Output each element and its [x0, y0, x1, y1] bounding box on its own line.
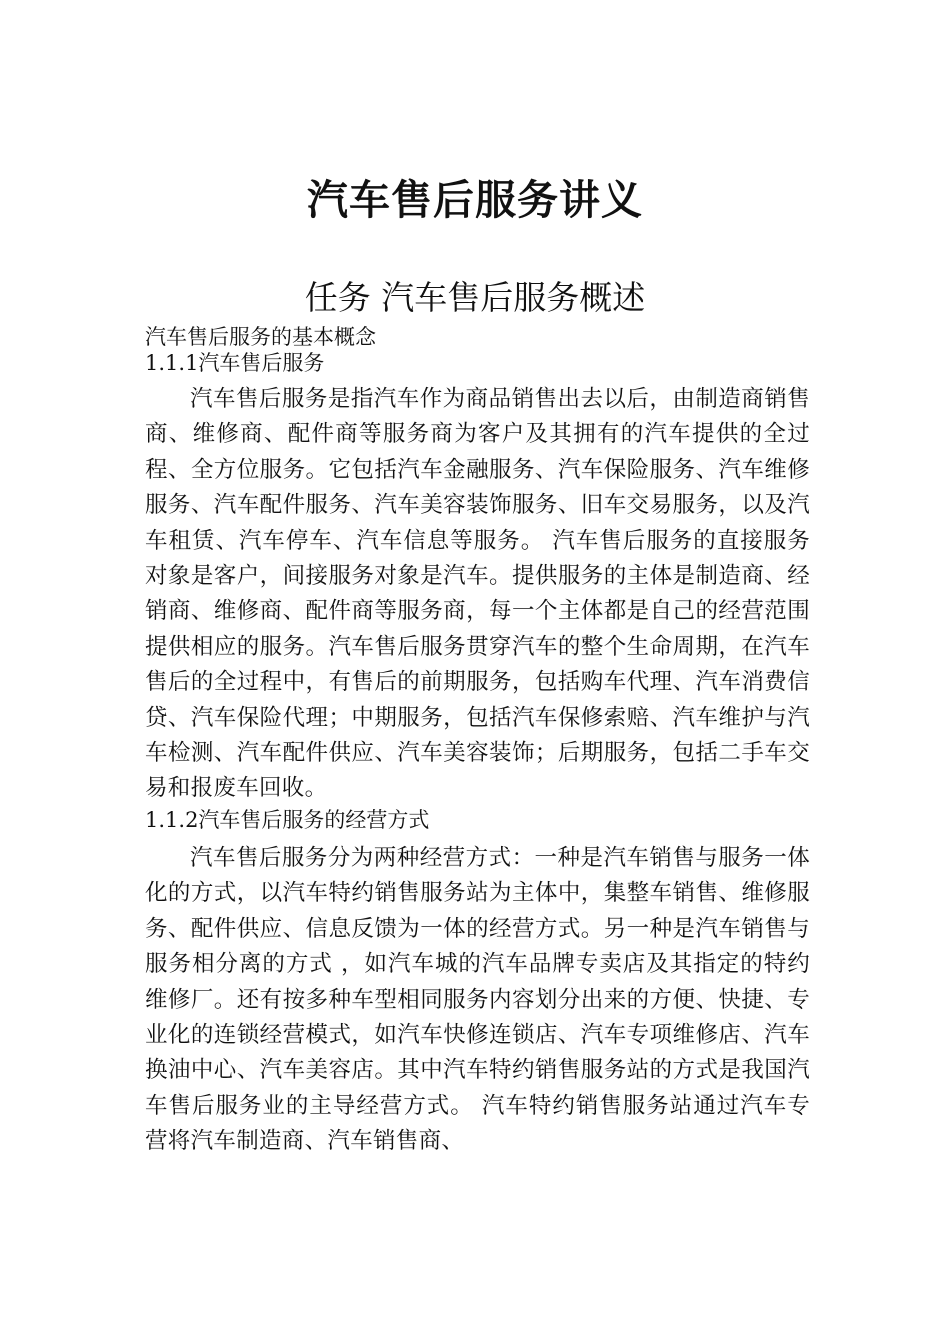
subsection-heading-1-1-1: 1.1.1汽车售后服务: [145, 351, 325, 375]
document-title: 汽车售后服务讲义: [307, 176, 643, 224]
subsection-paragraph-1-1-2: 汽车售后服务分为两种经营方式：一种是汽车销售与服务一体化的方式，以汽车特约销售服务站为主体中，集整车销售、维修服务、配件供应、信息反馈为一体的经营方式。另一种是汽车销售与服务相分离的方式 ，如汽车城的汽车品牌专卖店及其指定的特约维修厂。还有按多种车型相同服务内容划分出来的方便、快捷、专业化的连锁经营模式，如汽车快修连锁店、汽车专项维修店、汽车换油中心、汽车美容店。其中汽车特约销售服务站的方式是我国汽车售后服务业的主导经营方式。 汽车特约销售服务站通过汽车专营将汽车制造商、汽车销售商、: [145, 844, 810, 1155]
subsection-heading-1-1-2: 1.1.2汽车售后服务的经营方式: [145, 807, 430, 832]
document-body: [145, 318, 810, 1160]
subsection-paragraph-1-1-1: 汽车售后服务是指汽车作为商品销售出去以后，由制造商销售商、维修商、配件商等服务商为客户及其拥有的汽车提供的全过程、全方位服务。它包括汽车金融服务、汽车保险服务、汽车维修服务、汽车配件服务、汽车美容装饰服务、旧车交易服务，以及汽车租赁、汽车停车、汽车信息等服务。 汽车售后服务的直接服务对象是客户，间接服务对象是汽车。提供服务的主体是制造商、经销商、维修商、配件商等服务商，每一个主体都是自己的经营范围提供相应的服务。汽车售后服务贯穿汽车的整个生命周期，在汽车售后的全过程中，有售后的前期服务，包括购车代理、汽车消费信贷、汽车保险代理；中期服务，包括汽车保修索赔、汽车维护与汽车检测、汽车配件供应、汽车美容装饰；后期服务，包括二手车交易和报废车回收。: [145, 386, 810, 802]
task-title: 任务 汽车售后服务概述: [304, 278, 646, 317]
section-heading: 汽车售后服务的基本概念: [145, 325, 376, 349]
